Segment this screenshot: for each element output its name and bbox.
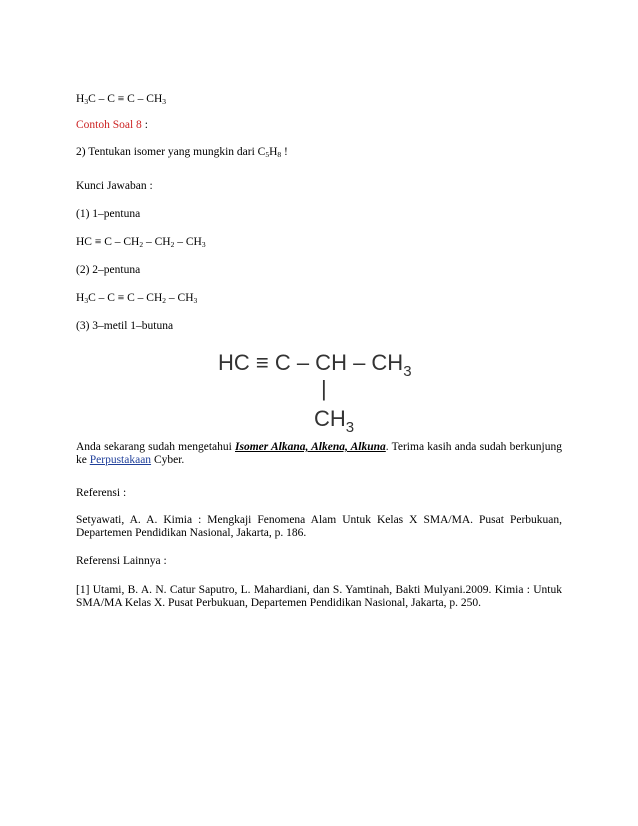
text: H	[76, 292, 85, 304]
other-reference-body: [1] Utami, B. A. N. Catur Saputro, L. Mahardiani, dan S. Yamtinah, Bakti Mulyani.2009. Kimia : Untuk SMA/MA Kelas X. Pusat Perbukuan, Departemen Pendidikan Nasional, Jakarta, p. 250.	[76, 584, 562, 609]
subscript: 2	[170, 240, 175, 249]
formula-main-chain: HC ≡ C – CH – $CH_3$	[218, 350, 412, 380]
subscript: 5	[265, 150, 270, 159]
isomer-1-formula	[76, 236, 206, 249]
text: – CH	[166, 292, 194, 304]
perpustakaan-link[interactable]: Perpustakaan	[89, 454, 152, 466]
text: Cyber.	[151, 454, 185, 466]
isomer-2-formula	[76, 292, 197, 305]
formula-bond: |	[321, 376, 327, 401]
subscript: 3	[84, 97, 89, 106]
subscript: 3	[162, 97, 167, 106]
subscript: 3	[193, 296, 198, 305]
text: Anda sekarang sudah mengetahui	[76, 441, 235, 453]
other-reference-heading: Referensi Lainnya :	[76, 555, 167, 567]
formula-branch: $CH_3$	[314, 406, 355, 434]
isomer-article-link[interactable]: Isomer Alkana, Alkena, Alkuna	[235, 441, 386, 453]
text: !	[281, 146, 288, 158]
text: HC ≡ C – CH	[76, 236, 140, 248]
question-line	[76, 146, 288, 159]
text: H	[269, 146, 278, 158]
subscript: 3	[84, 296, 89, 305]
example-heading	[76, 119, 148, 132]
isomer-1-name: (1) 1–pentuna	[76, 208, 141, 220]
closing-paragraph	[76, 441, 562, 467]
structural-formula-image	[216, 346, 486, 434]
text: – CH	[174, 236, 202, 248]
formula-line-2-butyne	[76, 93, 166, 106]
reference-body: Setyawati, A. A. Kimia : Mengkaji Fenomena Alam Untuk Kelas X SMA/MA. Pusat Perbukuan, Departemen Pendidikan Nasional, Jakarta, p. 186.	[76, 514, 562, 539]
subscript: 8	[277, 150, 282, 159]
subscript: 2	[139, 240, 144, 249]
subscript: 3	[201, 240, 206, 249]
subscript: 2	[162, 296, 167, 305]
answer-key-heading: Kunci Jawaban :	[76, 180, 153, 192]
reference-heading: Referensi :	[76, 487, 127, 499]
isomer-3-name: (3) 3–metil 1–butuna	[76, 320, 174, 332]
text: . Terima kasih anda sudah berkunjung ke	[76, 441, 562, 466]
text: C – C ≡ C – CH	[88, 292, 163, 304]
structural-formula-svg	[216, 346, 486, 434]
example-label: Contoh Soal 8	[76, 119, 142, 131]
text: 2) Tentukan isomer yang mungkin dari C	[76, 146, 266, 158]
text: C – C ≡ C – CH	[88, 93, 163, 105]
text: – CH	[143, 236, 171, 248]
isomer-2-name: (2) 2–pentuna	[76, 264, 141, 276]
text: H	[76, 93, 85, 105]
text: :	[141, 119, 148, 131]
